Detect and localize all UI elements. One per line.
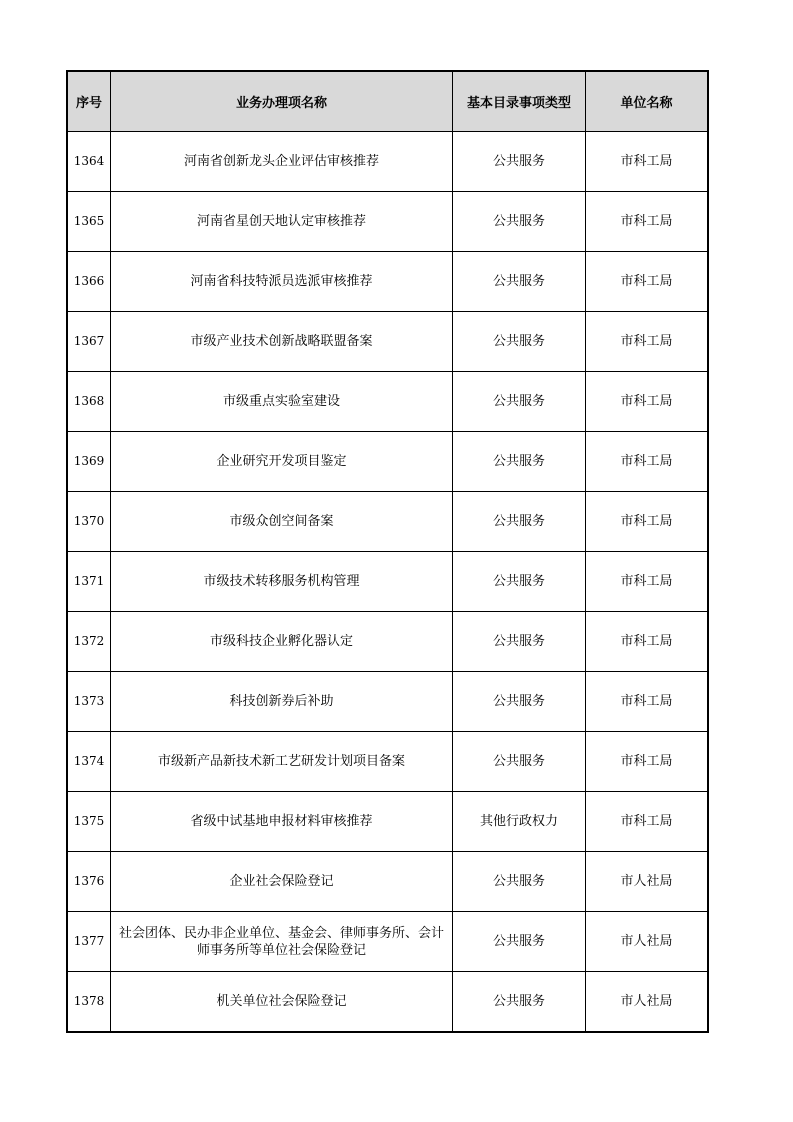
row-unit: 市科工局 bbox=[586, 492, 708, 552]
row-type: 公共服务 bbox=[453, 732, 586, 792]
row-seq: 1376 bbox=[68, 852, 111, 912]
table-row bbox=[68, 312, 708, 372]
row-unit: 市人社局 bbox=[586, 852, 708, 912]
service-items-table bbox=[67, 71, 708, 1032]
row-name: 市级重点实验室建设 bbox=[111, 372, 453, 432]
row-seq: 1373 bbox=[68, 672, 111, 732]
row-name: 市级技术转移服务机构管理 bbox=[111, 552, 453, 612]
row-unit: 市科工局 bbox=[586, 432, 708, 492]
table-row bbox=[68, 432, 708, 492]
table-row bbox=[68, 132, 708, 192]
row-unit: 市科工局 bbox=[586, 732, 708, 792]
table-row bbox=[68, 852, 708, 912]
row-seq: 1370 bbox=[68, 492, 111, 552]
row-type: 公共服务 bbox=[453, 912, 586, 972]
row-seq: 1375 bbox=[68, 792, 111, 852]
row-seq: 1372 bbox=[68, 612, 111, 672]
row-seq: 1378 bbox=[68, 972, 111, 1032]
table-row bbox=[68, 612, 708, 672]
row-unit: 市科工局 bbox=[586, 792, 708, 852]
row-type: 公共服务 bbox=[453, 492, 586, 552]
row-type: 公共服务 bbox=[453, 612, 586, 672]
row-seq: 1365 bbox=[68, 192, 111, 252]
table-row bbox=[68, 492, 708, 552]
row-name: 市级新产品新技术新工艺研发计划项目备案 bbox=[111, 732, 453, 792]
row-unit: 市科工局 bbox=[586, 312, 708, 372]
row-type: 公共服务 bbox=[453, 312, 586, 372]
row-name: 科技创新券后补助 bbox=[111, 672, 453, 732]
row-type: 公共服务 bbox=[453, 252, 586, 312]
row-seq: 1369 bbox=[68, 432, 111, 492]
row-type: 公共服务 bbox=[453, 672, 586, 732]
header-row bbox=[68, 72, 708, 132]
row-type: 公共服务 bbox=[453, 132, 586, 192]
row-type: 公共服务 bbox=[453, 192, 586, 252]
row-name: 企业社会保险登记 bbox=[111, 852, 453, 912]
row-name: 社会团体、民办非企业单位、基金会、律师事务所、会计师事务所等单位社会保险登记 bbox=[111, 912, 453, 972]
table-body bbox=[68, 132, 708, 1032]
row-seq: 1366 bbox=[68, 252, 111, 312]
row-type: 公共服务 bbox=[453, 432, 586, 492]
table-row bbox=[68, 912, 708, 972]
row-name: 市级产业技术创新战略联盟备案 bbox=[111, 312, 453, 372]
table-row bbox=[68, 672, 708, 732]
header-name: 业务办理项名称 bbox=[111, 72, 453, 132]
row-seq: 1364 bbox=[68, 132, 111, 192]
row-name: 市级众创空间备案 bbox=[111, 492, 453, 552]
row-name: 企业研究开发项目鉴定 bbox=[111, 432, 453, 492]
row-name: 河南省科技特派员选派审核推荐 bbox=[111, 252, 453, 312]
row-unit: 市科工局 bbox=[586, 132, 708, 192]
row-seq: 1367 bbox=[68, 312, 111, 372]
row-unit: 市科工局 bbox=[586, 192, 708, 252]
row-name: 机关单位社会保险登记 bbox=[111, 972, 453, 1032]
row-seq: 1374 bbox=[68, 732, 111, 792]
row-name: 河南省创新龙头企业评估审核推荐 bbox=[111, 132, 453, 192]
table-row bbox=[68, 192, 708, 252]
row-seq: 1371 bbox=[68, 552, 111, 612]
table-row bbox=[68, 372, 708, 432]
row-type: 公共服务 bbox=[453, 372, 586, 432]
row-unit: 市科工局 bbox=[586, 612, 708, 672]
header-unit: 单位名称 bbox=[586, 72, 708, 132]
row-unit: 市人社局 bbox=[586, 972, 708, 1032]
table-row bbox=[68, 552, 708, 612]
row-type: 公共服务 bbox=[453, 972, 586, 1032]
row-unit: 市科工局 bbox=[586, 672, 708, 732]
table-row bbox=[68, 792, 708, 852]
table-row bbox=[68, 252, 708, 312]
table-row bbox=[68, 732, 708, 792]
header-seq: 序号 bbox=[68, 72, 111, 132]
row-unit: 市科工局 bbox=[586, 552, 708, 612]
row-unit: 市科工局 bbox=[586, 252, 708, 312]
row-name: 市级科技企业孵化器认定 bbox=[111, 612, 453, 672]
row-name: 河南省星创天地认定审核推荐 bbox=[111, 192, 453, 252]
header-type: 基本目录事项类型 bbox=[453, 72, 586, 132]
row-unit: 市人社局 bbox=[586, 912, 708, 972]
row-seq: 1377 bbox=[68, 912, 111, 972]
row-seq: 1368 bbox=[68, 372, 111, 432]
row-unit: 市科工局 bbox=[586, 372, 708, 432]
table-row bbox=[68, 972, 708, 1032]
row-type: 公共服务 bbox=[453, 852, 586, 912]
row-name: 省级中试基地申报材料审核推荐 bbox=[111, 792, 453, 852]
row-type: 其他行政权力 bbox=[453, 792, 586, 852]
row-type: 公共服务 bbox=[453, 552, 586, 612]
